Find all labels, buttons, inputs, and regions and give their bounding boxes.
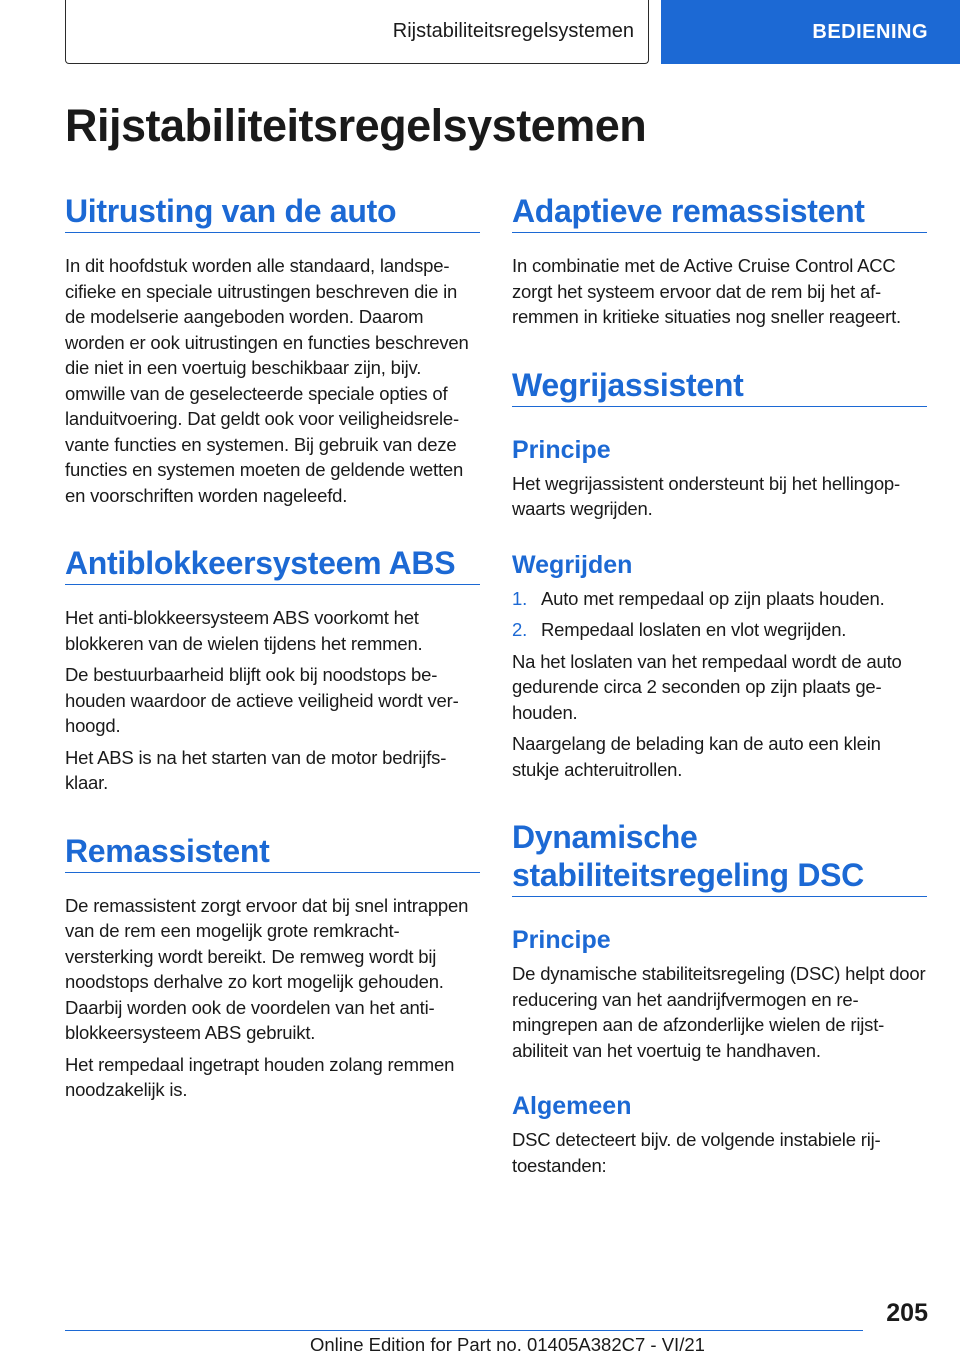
paragraph: Het wegrijassistent ondersteunt bij het hellingopwaarts wegrijden.: [512, 472, 901, 519]
footer-divider: [65, 1330, 863, 1331]
heading-line: stabiliteitsregeling DSC: [512, 857, 864, 893]
step-number: 1.: [512, 587, 528, 609]
paragraph: In combinatie met de Active Cruise Control ACC zorgt het systeem ervoor dat de rem bij het afremmen in kritieke situaties nog sneller reageert.: [512, 255, 901, 327]
paragraph: Het rempedaal ingetrapt houden zolang remmen noodzakelijk is.: [65, 1053, 455, 1100]
heading-abs: Antiblokkeersysteem ABS: [65, 544, 480, 585]
paragraph: In dit hoofdstuk worden alle standaard, landspecifieke en speciale uitrustingen beschreven die in de modelserie aangeboden worden. Daarom worden er ook uitrustingen en functies beschreven die niet in een voertuig beschikbaar zijn, bijv. omwille van de geselecteerde speciale opties of landuitvoering. Dat geldt ook voor veiligheidsrelevante functies en systemen. Bij gebruik van deze functies en systemen moeten de geldende wetten en voorschriften worden nageleefd.: [65, 255, 469, 506]
paragraph: Na het loslaten van het rempedaal wordt de auto gedurende circa 2 seconden op zijn plaats gehouden.: [512, 650, 902, 723]
heading-line: Dynamische: [512, 819, 698, 855]
paragraph: DSC detecteert bijv. de volgende instabiele rijtoestanden:: [512, 1129, 881, 1176]
section-label: BEDIENING: [812, 20, 928, 43]
page-number: 205: [886, 1299, 928, 1327]
right-column: [512, 192, 927, 1178]
step-text: Rempedaal loslaten en vlot wegrijden.: [541, 619, 847, 640]
step-text: Auto met rempedaal op zijn plaats houden.: [541, 587, 885, 609]
list-item: [512, 617, 927, 643]
chapter-label: Rijstabiliteitsregelsystemen: [392, 20, 634, 42]
list-item: [512, 586, 927, 612]
subheading-algemeen: Algemeen: [512, 1092, 632, 1120]
paragraph: Het ABS is na het starten van de motor bedrijfsklaar.: [65, 746, 447, 793]
paragraph: Het anti-blokkeersysteem ABS voorkomt het blokkeren van de wielen tijdens het remmen.: [65, 607, 423, 654]
left-column: [65, 192, 480, 1103]
chapter-tab: [65, 0, 649, 64]
step-number: 2.: [512, 619, 528, 640]
heading-remassistent: Remassistent: [65, 832, 480, 873]
section-tab: [661, 0, 960, 64]
steps-list: [512, 586, 927, 643]
heading-uitrusting: Uitrusting van de auto: [65, 192, 480, 233]
paragraph: De remassistent zorgt ervoor dat bij snel intrappen van de rem een mogelijk grote remkrachtversterking wordt bereikt. De remweg wordt bij noodstops derhalve zo kort mogelijk gehouden. Daarbij worden ook de voordelen van het antiblokkeersysteem ABS gebruikt.: [65, 894, 469, 1043]
heading-dsc: [512, 818, 927, 897]
paragraph: Naargelang de belading kan de auto een klein stukje achteruitrollen.: [512, 733, 881, 780]
heading-adaptieve-remassistent: Adaptieve remassistent: [512, 192, 927, 233]
paragraph: De bestuurbaarheid blijft ook bij noodstops behouden waardoor de actieve veiligheid wordt verhoogd.: [65, 664, 459, 736]
subheading-wegrijden: Wegrijden: [512, 550, 633, 579]
page-title: Rijstabiliteitsregelsystemen: [65, 100, 647, 151]
paragraph: De dynamische stabiliteitsregeling (DSC) helpt door reducering van het aandrijfvermogen en remingrepen aan de afzonderlijke wielen de rijstabiliteit van het voertuig te handhaven.: [512, 963, 926, 1061]
subheading-principe: Principe: [512, 435, 611, 464]
footer-edition: Online Edition for Part no. 01405A382C7 - VI/21: [310, 1334, 705, 1355]
subheading-principe: Principe: [512, 926, 611, 954]
heading-wegrijassistent: Wegrijassistent: [512, 366, 927, 407]
